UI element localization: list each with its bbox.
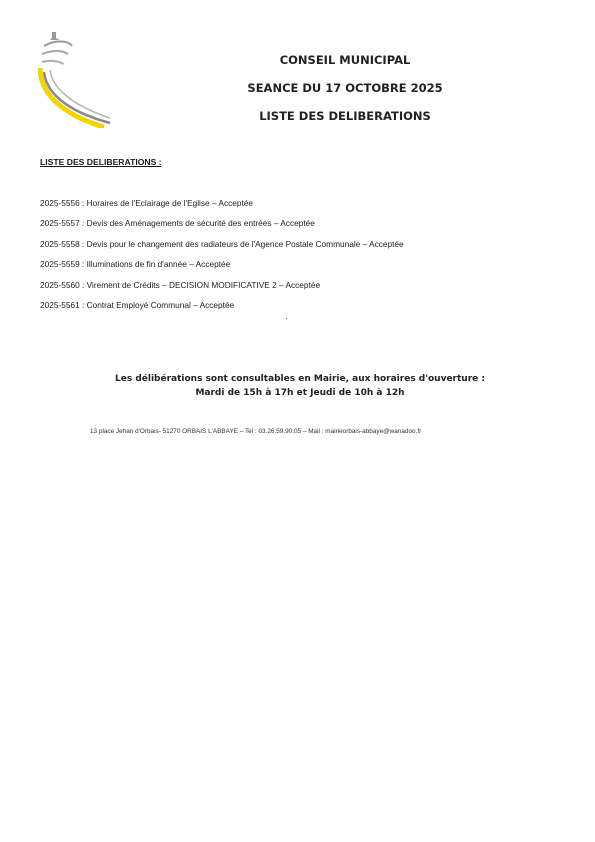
list-item: 2025-5556 : Horaires de l'Eclairage de l'Eglise – Acceptée [40,198,254,208]
contact-footer: 13 place Jehan d'Orbais- 51270 ORBAIS L'ABBAYE – Tel : 03.26.59.90.05 – Mail : mairieorbais-abbaye@wanadoo.fr [90,428,422,435]
municipal-logo [38,28,114,128]
opening-hours: Mardi de 15h à 17h et Jeudi de 10h à 12h [195,388,405,398]
document-header [180,46,510,130]
consultation-line: Les délibérations sont consultables en Mairie, aux horaires d'ouverture : [115,374,485,384]
logo-swirl-mid [42,51,68,54]
list-item: 2025-5560 : Virement de Crédits – DECISION MODIFICATIVE 2 – Acceptée [40,279,321,290]
logo-tower-shape [50,32,60,40]
list-item: 2025-5558 : Devis pour le changement des radiateurs de l'Agence Postale Communale – Acceptée [40,238,404,249]
session-date-title: SEANCE DU 17 OCTOBRE 2025 [247,81,443,95]
list-item: 2025-5559 : Illuminations de fin d'année – Acceptée [40,259,231,270]
logo-swirl-top [44,42,72,47]
logo-gray-sweep-2 [50,70,110,118]
consultation-notice [80,372,520,400]
council-title: CONSEIL MUNICIPAL [279,53,411,67]
section-title: LISTE DES DELIBERATIONS : [40,157,162,167]
list-item: 2025-5557 : Devis des Aménagements de sécurité des entrées – Acceptée [40,218,315,229]
logo-swirl-low [42,61,64,64]
list-item: 2025-5561 : Contrat Employé Communal – Acceptée [40,299,235,310]
list-title: LISTE DES DELIBERATIONS [259,109,431,123]
scan-speck [286,318,287,319]
deliberation-list [40,197,560,319]
